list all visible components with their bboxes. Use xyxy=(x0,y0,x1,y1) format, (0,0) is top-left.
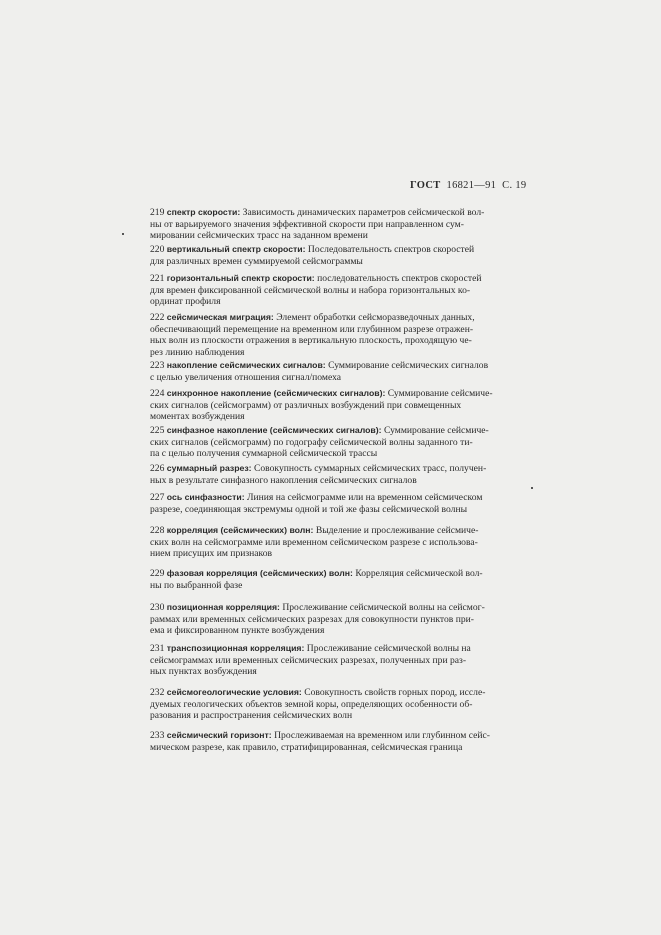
entry-number: 227 xyxy=(150,492,167,503)
glossary-entry xyxy=(150,207,518,242)
glossary-entry xyxy=(150,360,518,383)
glossary-entry xyxy=(150,568,518,591)
entry-line xyxy=(150,388,518,400)
entry-line: мировании сейсмических трасс на заданном времени xyxy=(150,230,368,242)
entry-definition: Прослеживание сейсмической волны на сейсмог- xyxy=(279,602,485,613)
entry-definition: Суммирование сейсмиче- xyxy=(381,425,489,436)
entry-line: для времен фиксированной сейсмической волны и набора горизонтальных ко- xyxy=(150,284,471,296)
standard-number: 16821—91 xyxy=(446,180,497,191)
entry-line: па с целью получения суммарной сейсмической трассы xyxy=(150,448,378,460)
entry-definition: Суммирование сейсмических сигналов xyxy=(325,360,489,371)
entry-number: 229 xyxy=(150,568,167,579)
entry-line: обеспечивающий перемещение на временном или глубинном разрезе отражен- xyxy=(150,323,474,335)
page-header xyxy=(410,180,526,191)
entry-line: мическом разрезе, как правило, стратифицированная, сейсмическая граница xyxy=(150,741,463,753)
entry-line: разования и распространения сейсмических волн xyxy=(150,710,353,722)
entry-term: корреляция (сейсмических) волн: xyxy=(166,525,314,535)
entry-definition: Корреляция сейсмической вол- xyxy=(352,568,483,579)
standard-label: ГОСТ xyxy=(410,180,441,191)
entry-line: ских сигналов (сейсмограмм) от различных возбуждений при совмещенных xyxy=(150,399,462,411)
entry-number: 233 xyxy=(150,730,167,741)
entry-definition: Совокупность суммарных сейсмических трасс, получен- xyxy=(251,463,487,474)
entry-number: 220 xyxy=(150,244,167,255)
entry-line xyxy=(150,687,518,699)
entry-term: сейсмогеологические условия: xyxy=(166,687,302,697)
scan-speck xyxy=(122,233,124,235)
glossary-entry xyxy=(150,525,518,560)
entry-line: ных волн из плоскости отражения в вертикальную плоскость, проходящую че- xyxy=(150,335,472,347)
entry-definition: Совокупность свойств горных пород, иссле- xyxy=(301,687,486,698)
entry-definition: Суммирование сейсмиче- xyxy=(385,388,493,399)
entry-line xyxy=(150,425,518,437)
entry-number: 231 xyxy=(150,643,167,654)
entry-number: 226 xyxy=(150,463,167,474)
entry-line xyxy=(150,207,518,219)
entry-line xyxy=(150,360,518,372)
glossary-entry xyxy=(150,425,518,460)
entry-line: ских волн на сейсмограмме или временном сейсмическом разрезе с использова- xyxy=(150,536,478,548)
glossary-entry xyxy=(150,687,518,722)
glossary-entry xyxy=(150,273,518,308)
entry-definition: Прослеживаемая на временном или глубинном сейс- xyxy=(271,730,490,741)
entry-line: разрезе, соединяющая экстремумы одной и той же фазы сейсмической волны xyxy=(150,503,468,515)
glossary-entry xyxy=(150,492,518,515)
entry-number: 222 xyxy=(150,312,167,323)
entry-definition: последовательность спектров скоростей xyxy=(314,273,482,284)
entry-term: ось синфазности: xyxy=(166,492,245,502)
glossary-entry xyxy=(150,312,518,359)
entry-line: раммах или временных сейсмических разрезах для совокупности пунктов при- xyxy=(150,613,474,625)
entry-term: спектр скорости: xyxy=(166,207,241,217)
entry-line: ных в результате синфазного накопления сейсмических сигналов xyxy=(150,474,417,486)
glossary-entry xyxy=(150,244,518,267)
entry-term: фазовая корреляция (сейсмических) волн: xyxy=(166,568,353,578)
entry-line xyxy=(150,643,518,655)
entry-term: суммарный разрез: xyxy=(166,463,252,473)
entry-line xyxy=(150,730,518,742)
glossary-entry xyxy=(150,602,518,637)
scan-speck xyxy=(531,487,533,489)
entry-number: 219 xyxy=(150,207,167,218)
entry-definition: Выделение и прослеживание сейсмиче- xyxy=(313,525,479,536)
page-number: С. 19 xyxy=(502,180,527,191)
entry-definition: Прослеживание сейсмической волны на xyxy=(304,643,471,654)
entry-line: ских сигналов (сейсмограмм) по годографу сейсмической волны заданного ти- xyxy=(150,436,473,448)
entry-number: 230 xyxy=(150,602,167,613)
entry-line xyxy=(150,568,518,580)
entry-number: 224 xyxy=(150,388,167,399)
entry-line: для различных времен суммируемой сейсмограммы xyxy=(150,255,363,267)
entry-line: ординат профиля xyxy=(150,296,221,308)
entry-term: вертикальный спектр скорости: xyxy=(166,244,306,254)
entry-line xyxy=(150,273,518,285)
entry-line xyxy=(150,492,518,504)
entry-definition: Зависимость динамических параметров сейсмической вол- xyxy=(240,207,485,218)
entry-line: ема и фиксированном пункте возбуждения xyxy=(150,625,325,637)
entry-term: синхронное накопление (сейсмических сигналов): xyxy=(166,388,386,398)
entry-line: дуемых геологических объектов земной коры, определяющих особенности об- xyxy=(150,698,473,710)
entry-number: 232 xyxy=(150,687,167,698)
entry-line xyxy=(150,525,518,537)
glossary-entry xyxy=(150,388,518,423)
entry-term: сейсмическая миграция: xyxy=(166,312,274,322)
entry-term: сейсмический горизонт: xyxy=(166,730,272,740)
entry-line: ных пунктах возбуждения xyxy=(150,666,257,678)
entry-line: ны по выбранной фазе xyxy=(150,579,243,591)
glossary-entry xyxy=(150,463,518,486)
entry-term: горизонтальный спектр скорости: xyxy=(166,273,315,283)
entry-number: 223 xyxy=(150,360,167,371)
entry-term: позиционная корреляция: xyxy=(166,602,280,612)
entry-line xyxy=(150,312,518,324)
entry-line: сейсмограммах или временных сейсмических разрезах, полученных при раз- xyxy=(150,654,467,666)
entry-line: рез линию наблюдения xyxy=(150,347,245,359)
entry-term: транспозиционная корреляция: xyxy=(166,643,305,653)
glossary-entry xyxy=(150,643,518,678)
entry-number: 228 xyxy=(150,525,167,536)
entry-definition: Линия на сейсмограмме или на временном сейсмическом xyxy=(244,492,483,503)
entry-line: моментах возбуждения xyxy=(150,411,245,423)
entry-number: 225 xyxy=(150,425,167,436)
entry-term: накопление сейсмических сигналов: xyxy=(166,360,326,370)
entry-line: с целью увеличения отношения сигнал/помеха xyxy=(150,371,342,383)
glossary-entry xyxy=(150,730,518,753)
entry-definition: Элемент обработки сейсморазведочных данных, xyxy=(273,312,475,323)
entry-number: 221 xyxy=(150,273,167,284)
entry-line xyxy=(150,463,518,475)
entry-line xyxy=(150,602,518,614)
entry-line: ны от варьируемого значения эффективной скорости при направленном сум- xyxy=(150,218,464,230)
entry-line: нием присущих им признаков xyxy=(150,548,273,560)
entry-term: синфазное накопление (сейсмических сигналов): xyxy=(166,425,382,435)
entry-line xyxy=(150,244,518,256)
entry-definition: Последовательность спектров скоростей xyxy=(305,244,475,255)
